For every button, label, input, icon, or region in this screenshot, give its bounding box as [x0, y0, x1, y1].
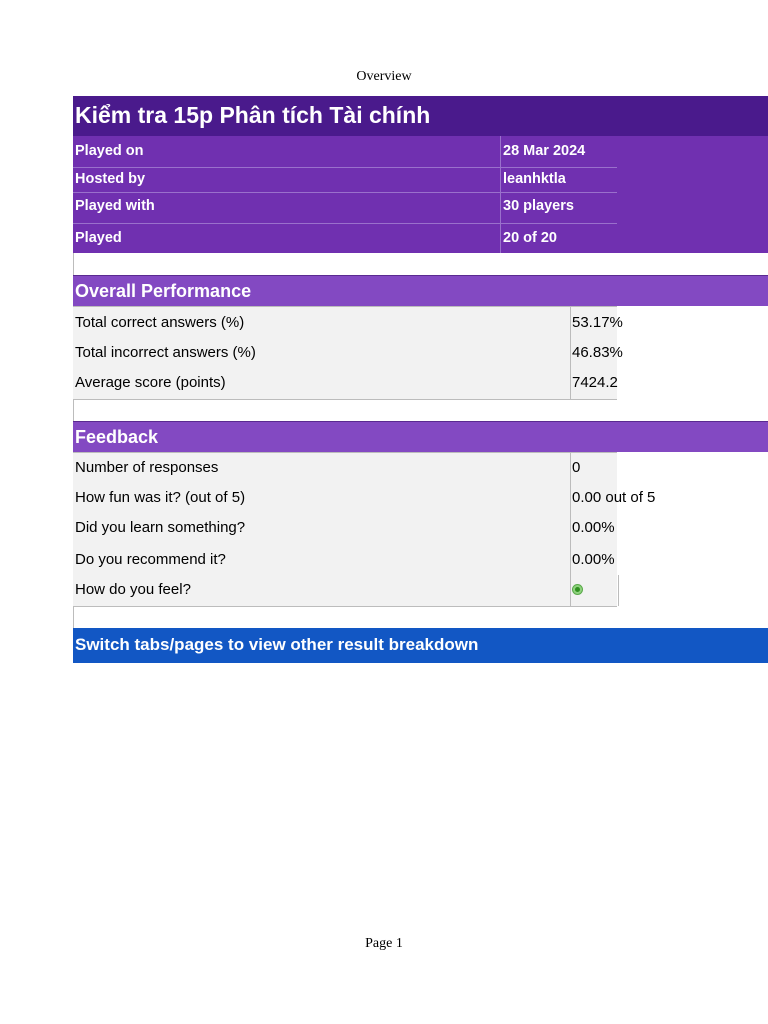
quiz-title: Kiểm tra 15p Phân tích Tài chính	[75, 102, 431, 128]
row-label: How fun was it? (out of 5)	[75, 489, 246, 506]
info-value: leanhktla	[503, 171, 566, 187]
row-label: Average score (points)	[75, 374, 226, 391]
neutral-face-icon	[572, 584, 583, 595]
row-value: 0	[572, 459, 581, 476]
row-value: 0.00%	[572, 519, 615, 536]
table-row	[73, 544, 617, 576]
section-header-performance	[73, 275, 768, 306]
switch-tabs-banner	[73, 628, 768, 663]
info-row-hosted-by	[73, 167, 617, 193]
table-row	[73, 575, 617, 607]
info-value: 20 of 20	[503, 230, 557, 246]
table-row	[73, 368, 617, 400]
section-header-feedback	[73, 421, 768, 452]
quiz-title-band	[73, 96, 768, 136]
info-label: Played on	[75, 143, 144, 159]
row-value: 53.17%	[572, 314, 623, 331]
table-row	[73, 338, 623, 369]
row-label: Did you learn something?	[75, 519, 246, 536]
sheet-title: Overview	[356, 69, 412, 84]
info-label: Played	[75, 230, 122, 246]
info-row-played	[73, 223, 617, 253]
divider	[73, 399, 74, 421]
section-title: Feedback	[75, 427, 159, 447]
row-label: Do you recommend it?	[75, 551, 226, 568]
row-value: 46.83%	[572, 344, 623, 361]
info-label: Hosted by	[75, 171, 146, 187]
row-value: 7424.2	[572, 374, 618, 391]
banner-text: Switch tabs/pages to view other result breakdown	[75, 635, 479, 654]
info-value: 30 players	[503, 198, 574, 214]
info-label: Played with	[75, 198, 155, 214]
table-row	[73, 514, 617, 545]
divider	[73, 253, 74, 275]
section-title: Overall Performance	[75, 281, 252, 301]
row-label: Total correct answers (%)	[75, 314, 245, 331]
table-row	[73, 482, 656, 515]
row-value: 0.00 out of 5	[572, 489, 656, 506]
row-label: Total incorrect answers (%)	[75, 344, 256, 361]
info-row-played-with	[73, 192, 617, 224]
info-value: 28 Mar 2024	[503, 143, 586, 159]
page-number: Page 1	[365, 936, 403, 951]
row-value: 0.00%	[572, 551, 615, 568]
divider	[73, 606, 74, 628]
table-row	[73, 306, 623, 340]
row-label: Number of responses	[75, 459, 219, 476]
info-row-played-on	[73, 136, 617, 168]
row-label: How do you feel?	[75, 581, 191, 598]
table-row	[73, 452, 617, 484]
